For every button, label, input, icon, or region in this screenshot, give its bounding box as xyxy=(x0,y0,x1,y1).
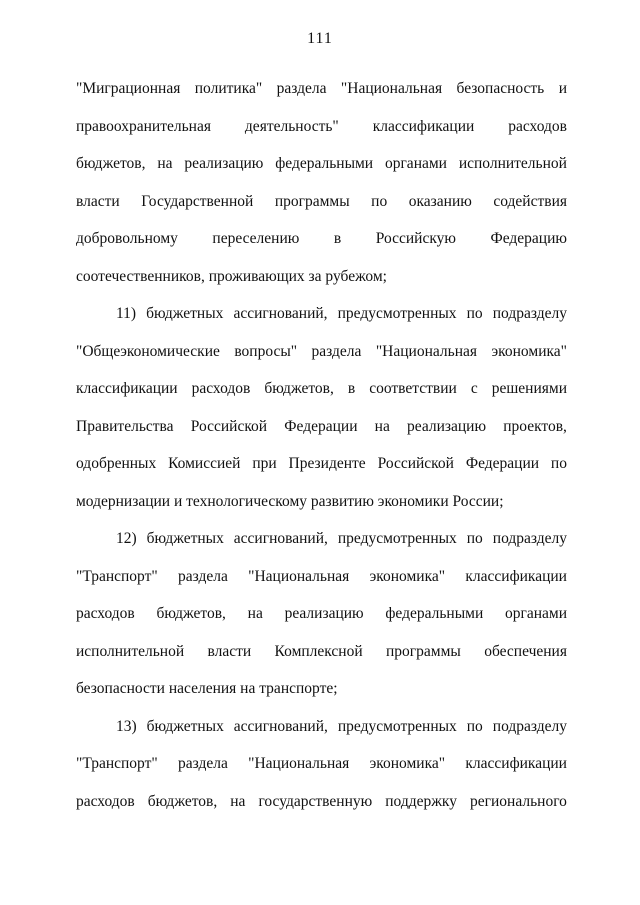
text-word: подразделу xyxy=(492,530,567,547)
text-line xyxy=(76,70,567,108)
text-line xyxy=(76,708,567,746)
text-word: на xyxy=(374,417,390,435)
text-word: власти xyxy=(76,192,120,210)
text-word: "Транспорт" xyxy=(76,755,158,772)
text-word: Российской xyxy=(190,417,268,435)
text-line xyxy=(76,520,567,558)
text-word: Комиссией xyxy=(168,455,241,472)
text-line xyxy=(76,558,567,596)
text-word: оказанию xyxy=(408,192,472,210)
text-word: расходов xyxy=(76,605,135,622)
text-word: раздела xyxy=(311,342,362,360)
text-line xyxy=(76,258,567,296)
text-line xyxy=(76,295,567,333)
text-word: по xyxy=(466,717,483,735)
text-word: ассигнований, xyxy=(233,717,328,735)
text-line xyxy=(76,108,567,146)
text-word: экономика" xyxy=(369,755,446,772)
text-word: предусмотренных xyxy=(337,305,457,322)
text-word: экономика" xyxy=(369,567,446,585)
text-word: безопасность xyxy=(456,80,545,97)
text-word: и xyxy=(558,80,567,97)
text-word: Комплексной xyxy=(274,642,363,660)
text-line xyxy=(76,783,567,821)
text-word: Российской xyxy=(377,455,454,472)
text-word: бюджетных xyxy=(146,530,224,547)
text-word: бюджетных xyxy=(146,717,224,735)
text-word: правоохранительная xyxy=(76,117,211,135)
text-word: органами xyxy=(504,605,567,622)
text-line xyxy=(76,445,567,483)
text-word: по xyxy=(466,530,483,547)
text-word: ассигнований, xyxy=(233,530,328,547)
text-line xyxy=(76,220,567,258)
text-word: по xyxy=(550,455,567,472)
text-word: государственную xyxy=(258,792,373,810)
text-word: исполнительной xyxy=(458,155,567,172)
text-word: Государственной xyxy=(141,192,254,210)
text-word: содействия xyxy=(493,192,567,210)
text-word: вопросы" xyxy=(234,342,298,360)
text-word: программы xyxy=(274,192,350,210)
text-word: экономика" xyxy=(491,342,567,360)
text-word: политика" xyxy=(194,80,263,97)
text-word: Федерацию xyxy=(490,230,567,247)
text-word: по xyxy=(466,305,483,322)
text-line xyxy=(76,633,567,671)
text-word: ассигнований, xyxy=(233,305,328,322)
text-word: раздела xyxy=(276,80,327,97)
text-word: классификации xyxy=(372,117,475,135)
text-word: на xyxy=(157,155,173,172)
text-word: "Национальная xyxy=(340,80,443,97)
text-word: бюджетов, xyxy=(264,380,334,397)
text-line xyxy=(76,745,567,783)
text-word: подразделу xyxy=(492,305,567,322)
text-word: соответствии xyxy=(369,380,457,397)
text-word: классификации xyxy=(465,755,567,772)
page-number: 111 xyxy=(307,30,333,47)
text-word: поддержку xyxy=(385,792,457,810)
text-word: Федерации xyxy=(284,417,358,435)
text-word: Правительства xyxy=(76,417,174,435)
text-word: "Национальная xyxy=(375,342,478,360)
text-word: реализацию xyxy=(407,417,487,435)
text-line xyxy=(76,183,567,221)
text-word: расходов xyxy=(76,792,135,810)
text-word: власти xyxy=(207,642,252,660)
text-word: по xyxy=(371,192,388,210)
text-word: решениями xyxy=(491,380,567,397)
text-word: подразделу xyxy=(492,717,567,735)
text-word: переселению xyxy=(212,230,300,247)
text-word: модернизации и технологическому развитию экономики России; xyxy=(76,492,504,510)
text-word: бюджетов, xyxy=(76,155,146,172)
text-word: обеспечения xyxy=(484,642,567,660)
text-word: Федерации xyxy=(465,455,540,472)
text-word: органами xyxy=(384,155,447,172)
text-line xyxy=(76,595,567,633)
text-word: федеральными xyxy=(385,605,484,622)
text-word: добровольному xyxy=(76,230,178,247)
text-word: реализацию xyxy=(284,605,364,622)
text-word: безопасности населения на транспорте; xyxy=(76,680,338,697)
text-word: бюджетов, xyxy=(147,792,218,810)
text-word: с xyxy=(470,380,478,397)
text-line xyxy=(76,370,567,408)
body-text xyxy=(76,70,567,820)
text-word: при xyxy=(252,455,277,472)
text-word: федеральными xyxy=(275,155,374,172)
text-word: предусмотренных xyxy=(337,717,457,735)
text-word: расходов xyxy=(191,380,251,397)
text-word: классификации xyxy=(465,567,567,585)
text-word: 12) xyxy=(116,530,137,547)
text-line xyxy=(76,483,567,521)
text-word: предусмотренных xyxy=(337,530,457,547)
text-word: на xyxy=(230,792,246,810)
text-word: раздела xyxy=(177,755,228,772)
text-word: проектов, xyxy=(503,417,567,435)
text-word: "Общеэкономические xyxy=(76,342,220,360)
text-word: соотечественников, проживающих за рубежом; xyxy=(76,267,387,285)
text-line xyxy=(76,670,567,708)
text-line xyxy=(76,145,567,183)
text-word: в xyxy=(333,230,342,247)
text-word: программы xyxy=(386,642,461,660)
text-word: деятельность" xyxy=(244,117,339,135)
text-word: 13) xyxy=(116,717,137,735)
text-word: регионального xyxy=(470,792,567,810)
text-word: бюджетов, xyxy=(156,605,226,622)
text-word: 11) xyxy=(116,305,137,322)
text-word: Президенте xyxy=(288,455,366,472)
text-word: "Национальная xyxy=(248,755,350,772)
text-word: раздела xyxy=(177,567,228,585)
text-word: классификации xyxy=(76,380,178,397)
text-word: одобренных xyxy=(76,455,157,472)
text-word: "Национальная xyxy=(248,567,350,585)
text-word: расходов xyxy=(508,117,567,135)
text-word: бюджетных xyxy=(146,305,224,322)
text-line xyxy=(76,333,567,371)
text-word: исполнительной xyxy=(76,642,185,660)
text-line xyxy=(76,408,567,446)
text-word: реализацию xyxy=(184,155,264,172)
text-word: Российскую xyxy=(375,230,456,247)
text-word: "Миграционная xyxy=(76,80,181,97)
text-word: в xyxy=(347,380,356,397)
text-word: на xyxy=(247,605,263,622)
text-word: "Транспорт" xyxy=(76,567,158,585)
